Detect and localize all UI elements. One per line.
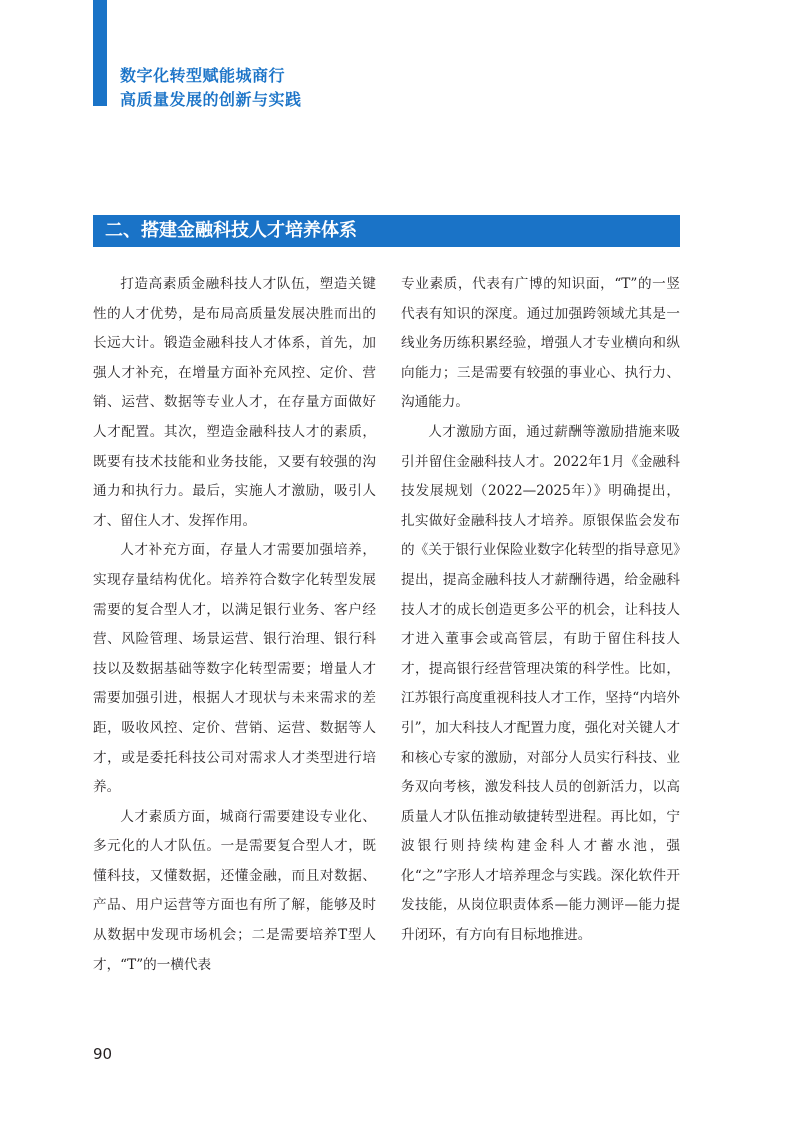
paragraph-talent-quality: 人才素质方面，城商行需要建设专业化、多元化的人才队伍。一是需要复合型人才，既懂科技，又懂数据，还懂金融，而且对数据、产品、用户运营等方面也有所了解，能够及时从数据中发现市场机会；二是需要培养T型人才，“T”的一横代表 [93,808,376,973]
running-title-line-2: 高质量发展的创新与实践 [120,90,302,109]
left-column [93,270,376,980]
paragraph-talent-supply: 人才补充方面，存量人才需要加强培养，实现存量结构优化。培养符合数字化转型发展需要的复合型人才，以满足银行业务、客户经营、风险管理、场景运营、银行治理、银行科技以及数据基础等数字化转型需要；增量人才需要加强引进，根据人才现状与未来需求的差距，吸收风控、定价、营销、运营、数据等人才，或是委托科技公司对需求人才类型进行培养。 [93,542,376,796]
paragraph-continuation: 专业素质，代表有广博的知识面，“T”的一竖代表有知识的深度。通过加强跨领域尤其是一线业务历练积累经验，增强人才专业横向和纵向能力；三是需要有较强的事业心、执行力、沟通能力。 [401,276,680,411]
section-heading: 二、搭建金融科技人才培养体系 [93,215,680,247]
running-title [120,64,302,112]
header-accent-bar [93,0,107,106]
right-column [401,270,680,951]
paragraph-talent-system: 打造高素质金融科技人才队伍，塑造关键性的人才优势，是布局高质量发展决胜而出的长远大计。锻造金融科技人才体系，首先，加强人才补充，在增量方面补充风控、定价、营销、运营、数据等专业人才，在存量方面做好人才配置。其次，塑造金融科技人才的素质，既要有技术技能和业务技能，又要有较强的沟通力和执行力。最后，实施人才激励，吸引人才、留住人才、发挥作用。 [93,276,376,529]
running-title-line-1: 数字化转型赋能城商行 [120,66,286,85]
page-number: 90 [93,1045,113,1063]
paragraph-talent-incentive: 人才激励方面，通过薪酬等激励措施来吸引并留住金融科技人才。2022年1月《金融科技发展规划（2022—2025年）》明确提出，扎实做好金融科技人才培养。原银保监会发布的《关于银行业保险业数字化转型的指导意见》提出，提高金融科技人才薪酬待遇，给金融科技人才的成长创造更多公平的机会，让科技人才进入董事会或高管层，有助于留住科技人才，提高银行经营管理决策的科学性。比如，江苏银行高度重视科技人才工作，坚持“内培外引”，加大科技人才配置力度，强化对关键人才和核心专家的激励，对部分人员实行科技、业务双向考核，激发科技人员的创新活力，以高质量人才队伍推动敏捷转型进程。再比如，宁波银行则持续构建金科人才蓄水池，强化“之”字形人才培养理念与实践。深化软件开发技能，从岗位职责体系—能力测评—能力提升闭环，有方向有目标地推进。 [401,423,680,944]
